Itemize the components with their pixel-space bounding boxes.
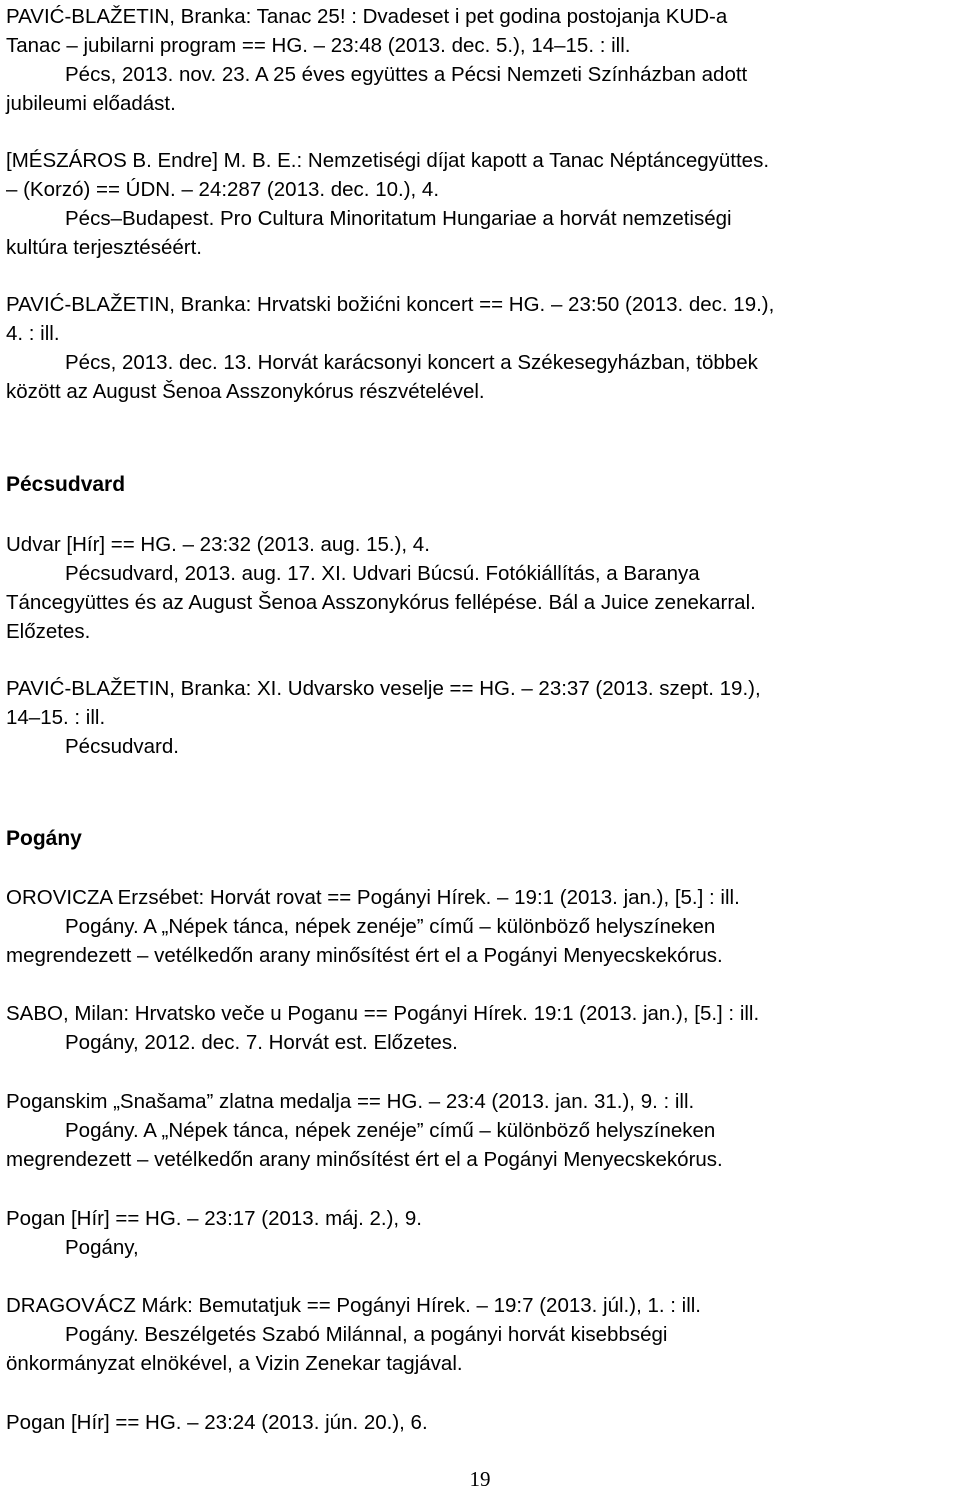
entry-line: megrendezett – vetélkedőn arany minősítést ért el a Pogányi Menyecskekórus. [6, 944, 723, 967]
entry-line: Pécs, 2013. dec. 13. Horvát karácsonyi koncert a Székesegyházban, többek [65, 351, 758, 374]
bibliography-entry [6, 146, 769, 262]
section-heading-pecsudvard: Pécsudvard [6, 473, 126, 496]
entry-line: Pogan [Hír] == HG. – 23:17 (2013. máj. 2.), 9. [6, 1207, 422, 1230]
entry-line: Pécs–Budapest. Pro Cultura Minoritatum Hungariae a horvát nemzetiségi [65, 207, 732, 230]
entry-line: megrendezett – vetélkedőn arany minősítést ért el a Pogányi Menyecskekórus. [6, 1148, 723, 1171]
entry-line: 14–15. : ill. [6, 706, 106, 729]
bibliography-entry [6, 530, 756, 646]
entry-line: SABO, Milan: Hrvatsko veče u Poganu == Pogányi Hírek. 19:1 (2013. jan.), [5.] : ill. [6, 1002, 760, 1025]
entry-line: DRAGOVÁCZ Márk: Bemutatjuk == Pogányi Hírek. – 19:7 (2013. júl.), 1. : ill. [6, 1294, 701, 1317]
entry-line: OROVICZA Erzsébet: Horvát rovat == Pogányi Hírek. – 19:1 (2013. jan.), [5.] : ill. [6, 886, 740, 909]
bibliography-entry [6, 1204, 422, 1262]
entry-line: Udvar [Hír] == HG. – 23:32 (2013. aug. 15.), 4. [6, 533, 430, 556]
entry-line: Pogány. Beszélgetés Szabó Milánnal, a pogányi horvát kisebbségi [65, 1323, 668, 1346]
entry-line: PAVIĆ-BLAŽETIN, Branka: Hrvatski božićni koncert == HG. – 23:50 (2013. dec. 19.), [6, 293, 775, 316]
entry-line: PAVIĆ-BLAŽETIN, Branka: Tanac 25! : Dvadeset i pet godina postojanja KUD-a [6, 5, 728, 28]
entry-line: Előzetes. [6, 620, 91, 643]
entry-line: önkormányzat elnökével, a Vizin Zenekar tagjával. [6, 1352, 463, 1375]
bibliography-entry [6, 290, 774, 406]
bibliography-entry [6, 999, 759, 1057]
entry-line: között az August Šenoa Asszonykórus részvételével. [6, 380, 485, 403]
entry-line: Pécs, 2013. nov. 23. A 25 éves együttes a Pécsi Nemzeti Színházban adott [65, 63, 748, 86]
bibliography-entry [6, 1087, 723, 1174]
entry-line: 4. : ill. [6, 322, 60, 345]
bibliography-entry [6, 674, 761, 761]
page-number: 19 [469, 1467, 491, 1491]
bibliography-entry [6, 2, 747, 118]
entry-line: Pogány. A „Népek tánca, népek zenéje” című – különböző helyszíneken [65, 1119, 716, 1142]
entry-line: Pécsudvard, 2013. aug. 17. XI. Udvari Búcsú. Fotókiállítás, a Baranya [65, 562, 700, 585]
entry-line: Pogány, 2012. dec. 7. Horvát est. Előzetes. [65, 1031, 458, 1054]
bibliography-entry [6, 1408, 428, 1437]
bibliography-entry [6, 1291, 701, 1378]
entry-line: Pécsudvard. [65, 735, 179, 758]
entry-line: [MÉSZÁROS B. Endre] M. B. E.: Nemzetiségi díjat kapott a Tanac Néptáncegyüttes. [6, 149, 770, 172]
bibliography-entry [6, 883, 740, 970]
entry-line: Pogány. A „Népek tánca, népek zenéje” című – különböző helyszíneken [65, 915, 716, 938]
entry-line: Poganskim „Snašama” zlatna medalja == HG. – 23:4 (2013. jan. 31.), 9. : ill. [6, 1090, 695, 1113]
entry-line: jubileumi előadást. [6, 92, 176, 115]
entry-line: Táncegyüttes és az August Šenoa Asszonykórus fellépése. Bál a Juice zenekarral. [6, 591, 756, 614]
entry-line: PAVIĆ-BLAŽETIN, Branka: XI. Udvarsko veselje == HG. – 23:37 (2013. szept. 19.), [6, 677, 761, 700]
entry-line: Pogan [Hír] == HG. – 23:24 (2013. jún. 20.), 6. [6, 1411, 428, 1434]
section-heading-pogany: Pogány [6, 827, 82, 850]
entry-line: – (Korzó) == ÚDN. – 24:287 (2013. dec. 10.), 4. [6, 178, 440, 201]
entry-line: kultúra terjesztéséért. [6, 236, 202, 259]
entry-line: Pogány, [65, 1236, 139, 1259]
entry-line: Tanac – jubilarni program == HG. – 23:48 (2013. dec. 5.), 14–15. : ill. [6, 34, 631, 57]
